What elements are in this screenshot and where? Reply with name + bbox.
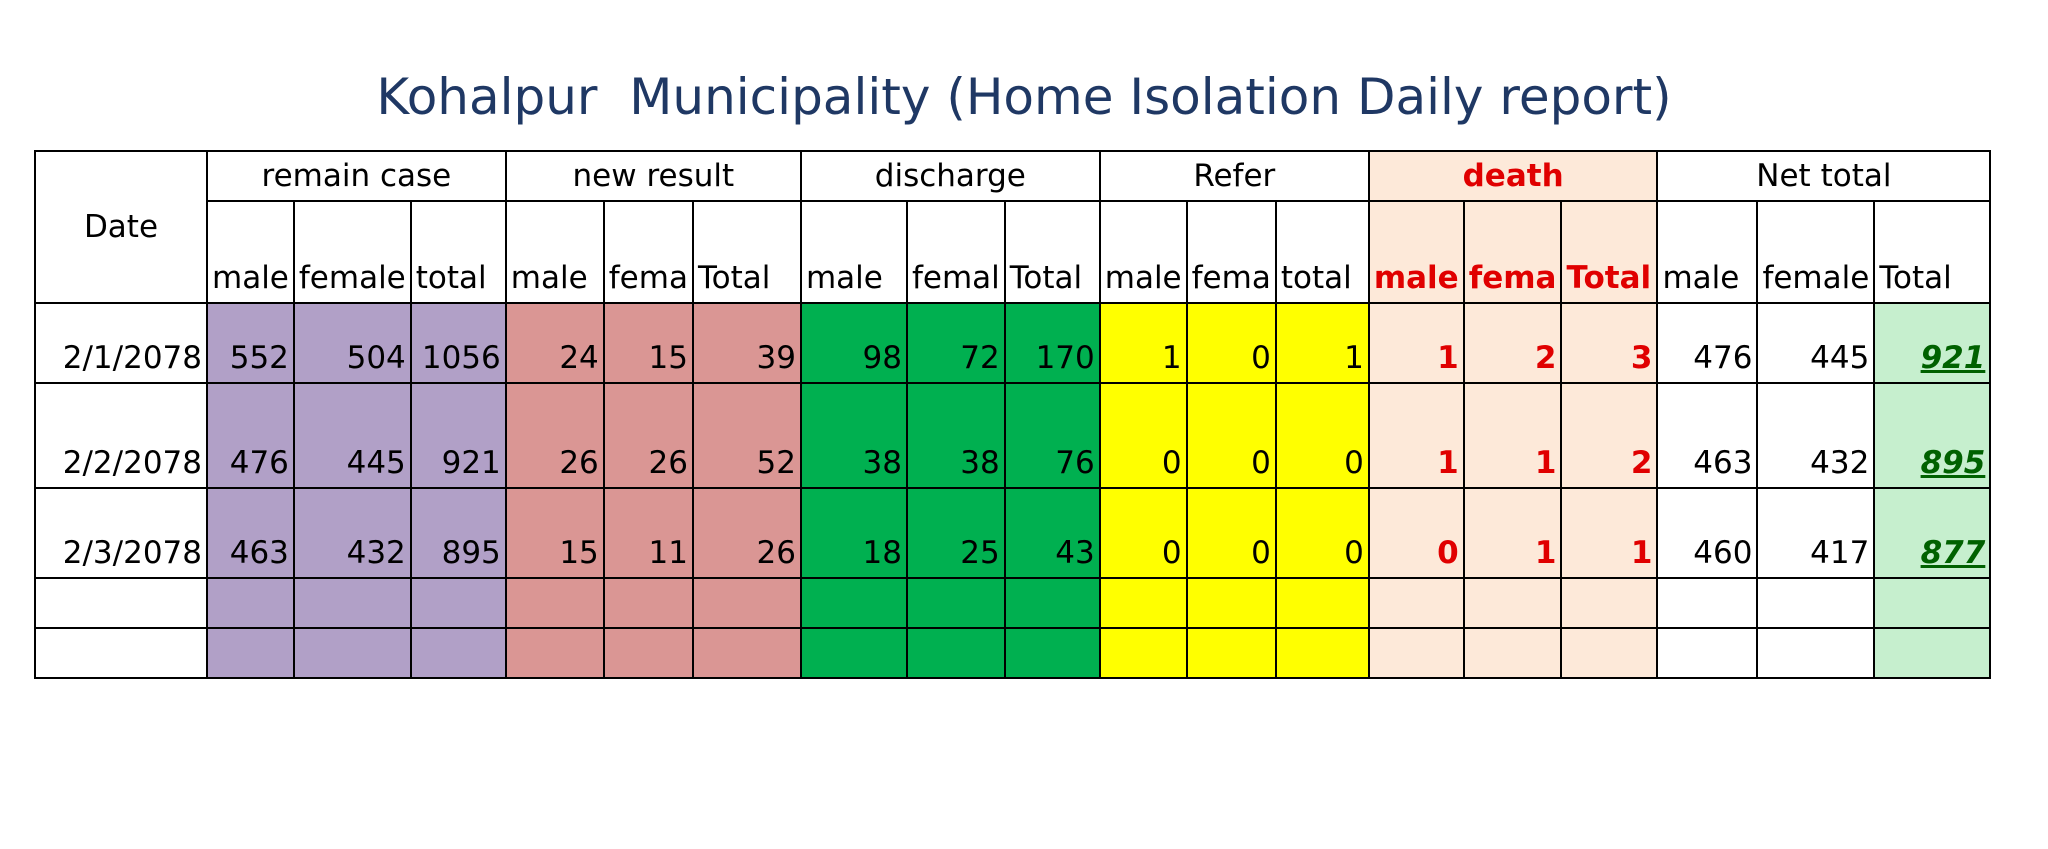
table-row	[35, 488, 1990, 578]
empty-cell	[35, 578, 207, 628]
death-total-header: Total	[1561, 201, 1657, 303]
empty-cell	[1561, 578, 1657, 628]
empty-cell	[1657, 578, 1757, 628]
empty-cell	[693, 628, 801, 678]
empty-cell	[1874, 628, 1990, 678]
empty-cell	[1874, 578, 1990, 628]
empty-cell	[1187, 578, 1276, 628]
empty-cell	[1757, 578, 1874, 628]
empty-cell	[207, 578, 294, 628]
empty-row	[35, 578, 1990, 628]
death-total-cell: 1	[1561, 488, 1657, 578]
new-total-cell: 39	[693, 303, 801, 383]
refer-male-cell: 0	[1100, 488, 1187, 578]
report-title: Kohalpur Municipality (Home Isolation Daily report)	[376, 68, 1672, 126]
net-male-cell: 463	[1657, 383, 1757, 488]
empty-cell	[294, 628, 411, 678]
new-total-header: Total	[693, 201, 801, 303]
empty-cell	[801, 628, 907, 678]
date-cell: 2/1/2078	[35, 303, 207, 383]
death-female-cell: 1	[1464, 383, 1562, 488]
remain-female-cell: 432	[294, 488, 411, 578]
new-male-cell: 24	[506, 303, 604, 383]
empty-cell	[35, 628, 207, 678]
discharge-female-cell: 38	[907, 383, 1005, 488]
net-total-cell: 895	[1874, 383, 1990, 488]
new-male-cell: 15	[506, 488, 604, 578]
new-total-cell: 52	[693, 383, 801, 488]
net-total-sub-header: Total	[1874, 201, 1990, 303]
empty-cell	[1464, 628, 1562, 678]
discharge-male-cell: 18	[801, 488, 907, 578]
death-total-cell: 3	[1561, 303, 1657, 383]
refer-total-cell: 0	[1276, 383, 1369, 488]
empty-cell	[411, 628, 506, 678]
empty-cell	[1369, 628, 1464, 678]
empty-cell	[1100, 628, 1187, 678]
discharge-male-cell: 98	[801, 303, 907, 383]
net-female-cell: 445	[1757, 303, 1874, 383]
new-male-cell: 26	[506, 383, 604, 488]
remain-male-cell: 463	[207, 488, 294, 578]
empty-cell	[207, 628, 294, 678]
remain-total-cell: 895	[411, 488, 506, 578]
remain-female-cell: 504	[294, 303, 411, 383]
remain-female-cell: 445	[294, 383, 411, 488]
empty-cell	[604, 628, 693, 678]
empty-cell	[1464, 578, 1562, 628]
death-total-cell: 2	[1561, 383, 1657, 488]
empty-cell	[411, 578, 506, 628]
net-male-cell: 460	[1657, 488, 1757, 578]
remain-case-header: remain case	[207, 151, 506, 201]
net-total-cell: 877	[1874, 488, 1990, 578]
empty-cell	[604, 578, 693, 628]
empty-cell	[506, 578, 604, 628]
death-male-cell: 1	[1369, 383, 1464, 488]
refer-female-cell: 0	[1187, 303, 1276, 383]
refer-female-header: fema	[1187, 201, 1276, 303]
empty-cell	[1100, 578, 1187, 628]
empty-cell	[1276, 628, 1369, 678]
empty-cell	[1657, 628, 1757, 678]
net-male-header: male	[1657, 201, 1757, 303]
empty-cell	[506, 628, 604, 678]
new-total-cell: 26	[693, 488, 801, 578]
empty-cell	[1187, 628, 1276, 678]
home-isolation-table	[34, 150, 1991, 679]
new-female-cell: 11	[604, 488, 693, 578]
net-total-cell: 921	[1874, 303, 1990, 383]
death-female-cell: 2	[1464, 303, 1562, 383]
refer-header: Refer	[1100, 151, 1369, 201]
new-result-header: new result	[506, 151, 801, 201]
sub-header-row	[35, 201, 1990, 303]
remain-female-header: female	[294, 201, 411, 303]
discharge-male-header: male	[801, 201, 907, 303]
discharge-total-cell: 170	[1005, 303, 1100, 383]
date-header: Date	[35, 151, 207, 303]
discharge-total-cell: 43	[1005, 488, 1100, 578]
refer-female-cell: 0	[1187, 488, 1276, 578]
refer-male-cell: 0	[1100, 383, 1187, 488]
new-female-cell: 15	[604, 303, 693, 383]
empty-cell	[294, 578, 411, 628]
empty-cell	[907, 578, 1005, 628]
discharge-female-cell: 72	[907, 303, 1005, 383]
remain-male-cell: 476	[207, 383, 294, 488]
empty-cell	[693, 578, 801, 628]
new-male-header: male	[506, 201, 604, 303]
empty-cell	[801, 578, 907, 628]
death-female-cell: 1	[1464, 488, 1562, 578]
refer-total-header: total	[1276, 201, 1369, 303]
refer-male-header: male	[1100, 201, 1187, 303]
new-female-header: fema	[604, 201, 693, 303]
net-female-header: female	[1757, 201, 1874, 303]
discharge-total-header: Total	[1005, 201, 1100, 303]
net-total-header: Net total	[1657, 151, 1990, 201]
discharge-header: discharge	[801, 151, 1100, 201]
remain-total-cell: 921	[411, 383, 506, 488]
empty-cell	[1561, 628, 1657, 678]
death-male-header: male	[1369, 201, 1464, 303]
empty-cell	[1757, 628, 1874, 678]
new-female-cell: 26	[604, 383, 693, 488]
discharge-total-cell: 76	[1005, 383, 1100, 488]
refer-male-cell: 1	[1100, 303, 1187, 383]
table-row	[35, 383, 1990, 488]
net-female-cell: 417	[1757, 488, 1874, 578]
empty-cell	[907, 628, 1005, 678]
net-male-cell: 476	[1657, 303, 1757, 383]
remain-male-header: male	[207, 201, 294, 303]
death-male-cell: 1	[1369, 303, 1464, 383]
net-female-cell: 432	[1757, 383, 1874, 488]
refer-female-cell: 0	[1187, 383, 1276, 488]
empty-cell	[1005, 578, 1100, 628]
death-male-cell: 0	[1369, 488, 1464, 578]
date-cell: 2/2/2078	[35, 383, 207, 488]
refer-total-cell: 1	[1276, 303, 1369, 383]
discharge-female-cell: 25	[907, 488, 1005, 578]
death-header: death	[1369, 151, 1658, 201]
refer-total-cell: 0	[1276, 488, 1369, 578]
remain-total-header: total	[411, 201, 506, 303]
empty-cell	[1276, 578, 1369, 628]
group-header-row	[35, 151, 1990, 201]
empty-row	[35, 628, 1990, 678]
discharge-male-cell: 38	[801, 383, 907, 488]
empty-cell	[1005, 628, 1100, 678]
remain-male-cell: 552	[207, 303, 294, 383]
death-female-header: fema	[1464, 201, 1562, 303]
remain-total-cell: 1056	[411, 303, 506, 383]
discharge-female-header: femal	[907, 201, 1005, 303]
empty-cell	[1369, 578, 1464, 628]
table-row	[35, 303, 1990, 383]
date-cell: 2/3/2078	[35, 488, 207, 578]
